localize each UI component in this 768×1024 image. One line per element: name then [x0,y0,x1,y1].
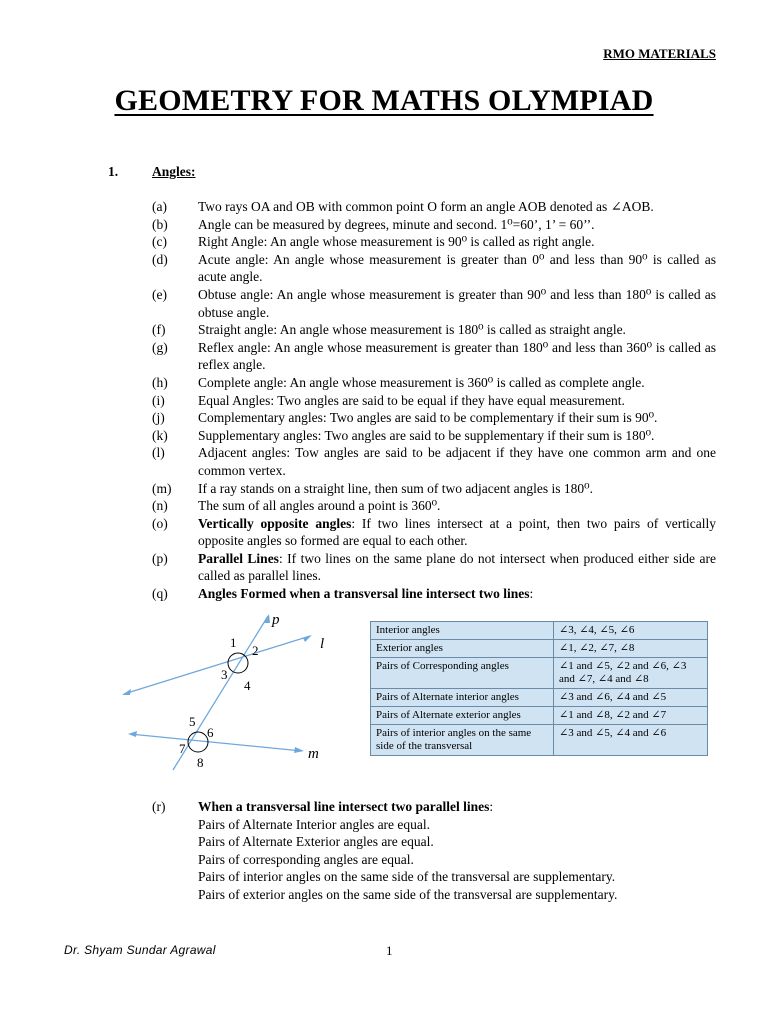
list-item [152,427,716,445]
angle-label-4: 4 [244,678,251,693]
line-l-arrow-right [303,635,312,642]
item-text: Supplementary angles: Two angles are said to be supplementary if their sum is 180⁰. [198,427,655,443]
section-r-heading-suffix: : [489,799,494,814]
intersection-circle-upper [228,653,248,673]
item-text: If a ray stands on a straight line, then sum of two adjacent angles is 180⁰. [198,480,593,496]
item-bold-term: Vertically opposite angles [198,515,352,531]
item-text: Two rays OA and OB with common point O form an angle AOB denoted as ∠AOB. [198,199,654,214]
table-cell-name: Pairs of Alternate exterior angles [371,707,554,725]
item-text: The sum of all angles around a point is 360⁰. [198,498,441,514]
section-title: Angles: [152,164,196,179]
item-label: (g) [152,339,168,355]
list-item [152,409,716,427]
line-m-arrow-right [294,747,304,753]
table-row [371,622,708,640]
transversal-p-arrow [264,614,270,623]
section-r-line: Pairs of interior angles on the same side of the transversal are supplementary. [198,869,616,885]
list-item [152,480,716,498]
line-label-p: p [272,612,280,628]
table-cell-angles: ∠1 and ∠5, ∠2 and ∠6, ∠3 and ∠7, ∠4 and ∠8 [554,658,708,689]
list-item [152,321,716,339]
item-label: (m) [152,480,172,496]
table-row [371,725,708,756]
line-m-arrow-left [128,731,137,737]
list-item [152,392,716,410]
item-label: (o) [152,515,168,531]
item-label: (e) [152,286,167,302]
line-label-m: m [308,746,319,762]
item-label: (h) [152,374,168,390]
list-item [152,515,716,550]
line-label-l: l [320,636,325,652]
item-label: (k) [152,427,168,443]
angle-pairs-table [370,621,708,756]
section-r-line: Pairs of Alternate Interior angles are equal. [198,816,431,832]
item-text: : If two lines intersect at a point, then two pairs of vertically opposite angles so formed are equal to each other. [198,515,716,549]
transversal-p [173,616,268,770]
table-cell-name: Interior angles [371,622,554,640]
item-text: Acute angle: An angle whose measurement is greater than 0⁰ and less than 90⁰ is called as acute angle. [198,251,716,285]
list-item [152,198,716,216]
item-label: (c) [152,234,167,250]
item-label: (i) [152,392,165,408]
table-row [371,640,708,658]
table-row [371,658,708,689]
item-text: Angle can be measured by degrees, minute and second. 1⁰=60’, 1’ = 60’’. [198,216,595,232]
section-r-heading-line [198,798,716,816]
item-text: Equal Angles: Two angles are said to be equal if they have equal measurement. [198,392,625,408]
item-text: Complementary angles: Two angles are said to be complementary if their sum is 90⁰. [198,410,658,426]
item-bold-term: Parallel Lines [198,550,279,566]
list-item [152,233,716,251]
table-cell-name: Pairs of Corresponding angles [371,658,554,689]
list-item [152,497,716,515]
angle-label-7: 7 [179,741,186,756]
table-cell-angles: ∠3 and ∠5, ∠4 and ∠6 [554,725,708,756]
page-title: GEOMETRY FOR MATHS OLYMPIAD [114,84,654,117]
item-text-wrap [198,585,716,603]
item-label: (q) [152,586,168,602]
item-text: Complete angle: An angle whose measurement is 360⁰ is called as complete angle. [198,374,645,390]
list-item [152,550,716,585]
item-text: Obtuse angle: An angle whose measurement is greater than 90⁰ and less than 180⁰ is called as obtuse angle. [198,286,716,320]
page-number: 1 [386,943,393,958]
item-label: (a) [152,199,167,214]
section-r-body [198,798,716,904]
angle-label-3: 3 [221,667,228,682]
table-cell-angles: ∠1, ∠2, ∠7, ∠8 [554,640,708,658]
section-number: 1. [108,164,119,179]
angle-label-8: 8 [197,755,204,770]
angle-label-6: 6 [207,725,214,740]
line-l-arrow-left [122,689,131,695]
table-cell-name: Pairs of Alternate interior angles [371,689,554,707]
angle-label-5: 5 [189,714,196,729]
item-label: (r) [152,799,166,814]
item-label: (l) [152,445,165,461]
footer-author: Dr. Shyam Sundar Agrawal [64,943,216,957]
list-item [152,251,716,286]
list-item [152,444,716,479]
item-bold-term: Angles Formed when a transversal line intersect two lines [198,586,530,602]
list-item [152,339,716,374]
item-label: (f) [152,322,166,338]
item-text: : If two lines on the same plane do not intersect when produced either side are called as parallel lines. [198,550,716,584]
item-text: Straight angle: An angle whose measurement is 180⁰ is called as straight angle. [198,322,626,338]
list-item [152,286,716,321]
line-m [130,734,302,751]
section-r [152,798,716,904]
table-cell-angles: ∠3, ∠4, ∠5, ∠6 [554,622,708,640]
list-item [152,585,716,603]
item-text-wrap [198,550,716,585]
item-label: (b) [152,216,168,232]
item-text: : [529,586,534,602]
item-label: (n) [152,498,168,514]
item-label: (j) [152,410,165,426]
transversal-figure [118,612,348,772]
table-cell-name: Exterior angles [371,640,554,658]
angle-label-1: 1 [230,635,237,650]
line-l [124,636,310,694]
item-label: (p) [152,550,168,566]
angle-label-2: 2 [252,643,259,658]
section-r-line: Pairs of corresponding angles are equal. [198,851,414,867]
item-label: (d) [152,251,168,267]
table-row [371,689,708,707]
header-label: RMO MATERIALS [603,46,716,61]
section-r-line: Pairs of exterior angles on the same side of the transversal are supplementary. [198,886,618,902]
list-item [152,374,716,392]
item-text: Reflex angle: An angle whose measurement is greater than 180⁰ and less than 360⁰ is called as reflex angle. [198,339,716,373]
section-r-heading: When a transversal line intersect two parallel lines [198,799,490,814]
angle-definitions-list [152,198,716,603]
table-cell-name: Pairs of interior angles on the same side of the transversal [371,725,554,756]
table-row [371,707,708,725]
item-text: Adjacent angles: Tow angles are said to be adjacent if they have one common arm and one common vertex. [198,445,716,478]
list-item [152,216,716,234]
table-cell-angles: ∠3 and ∠6, ∠4 and ∠5 [554,689,708,707]
item-text-wrap [198,515,716,550]
table-cell-angles: ∠1 and ∠8, ∠2 and ∠7 [554,707,708,725]
section-r-line: Pairs of Alternate Exterior angles are equal. [198,834,434,850]
item-text: Right Angle: An angle whose measurement is 90⁰ is called as right angle. [198,234,595,250]
